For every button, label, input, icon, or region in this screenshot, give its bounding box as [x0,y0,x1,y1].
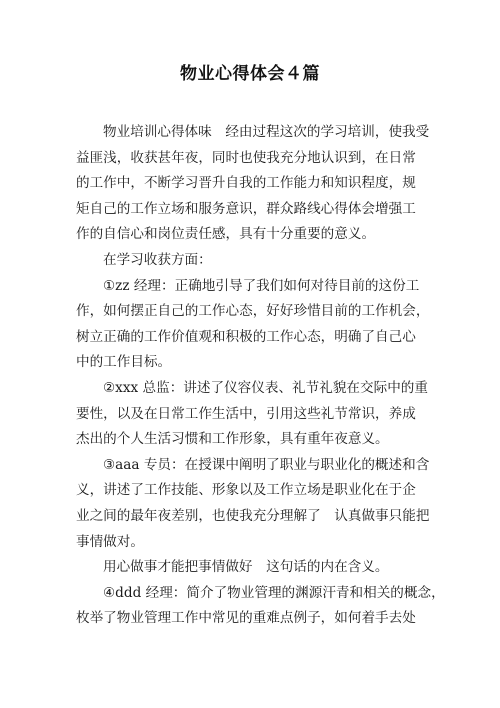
body-line: ①zz 经理：正确地引导了我们如何对待目前的这份工 [103,277,420,294]
body-line: ②xxx 总监：讲述了仪容仪表、礼节礼貌在交际中的重 [103,379,428,396]
body-line: 用心做事才能把事情做好 这句话的内在含义。 [103,559,389,576]
body-line: ③aaa 专员：在授课中阐明了职业与职业化的概述和含 [103,456,430,473]
body-line: 枚举了物业管理工作中常见的重难点例子，如何着手去处 [76,610,416,627]
body-line: 义，讲述了工作技能、形象以及工作立场是职业化在于企 [76,482,416,499]
body-line: 在学习收获方面： [103,251,212,268]
body-line: 中的工作目标。 [76,354,172,371]
body-line: 树立正确的工作价值观和积极的工作心态，明确了自己心 [76,328,416,345]
body-line: ④ddd 经理：简介了物业管理的渊源汗青和相关的概念， [103,584,445,601]
body-line: 事情做对。 [76,533,144,550]
body-line: 杰出的个人生活习惯和工作形象，具有重年夜意义。 [76,431,389,448]
document-title: 物业心得体会４篇 [180,64,320,84]
body-line: 益匪浅，收获甚年夜，同时也使我充分地认识到，在日常 [76,149,416,166]
body-line: 物业培训心得体味 经由过程这次的学习培训，使我受 [103,124,430,140]
body-line: 作，如何摆正自己的工作心态，好好珍惜目前的工作机会， [76,303,430,320]
body-line: 业之间的最年夜差别，也使我充分理解了 认真做事只能把 [76,507,430,524]
document-body [76,120,445,632]
body-line: 作的自信心和岗位责任感，具有十分重要的意义。 [76,226,376,243]
body-line: 的工作中，不断学习晋升自我的工作能力和知识程度，规 [76,175,416,192]
body-line: 要性，以及在日常工作生活中，引用这些礼节常识，养成 [76,405,416,422]
body-line: 矩自己的工作立场和服务意识，群众路线心得体会增强工 [76,200,416,217]
